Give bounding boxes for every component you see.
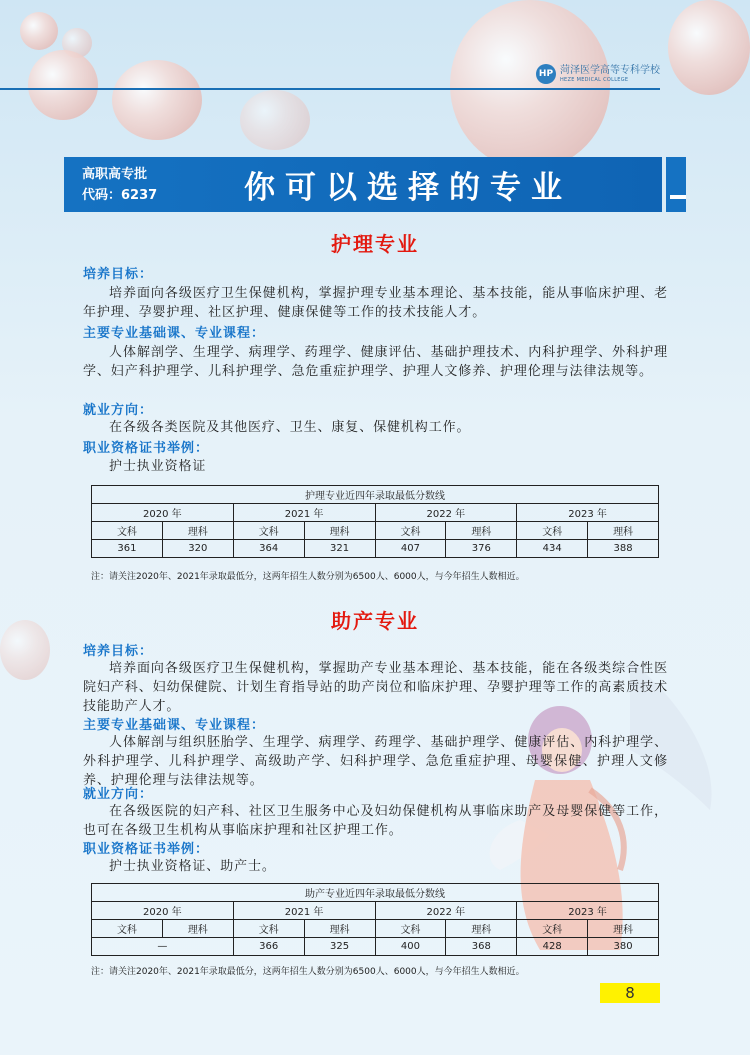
score-cell: 325 — [304, 938, 375, 956]
score-table-nursing — [91, 485, 659, 558]
subject-header: 文科 — [375, 920, 446, 938]
score-cell: 361 — [92, 540, 163, 558]
cert-heading: 职业资格证书举例： — [83, 441, 210, 456]
school-emblem-icon: HP — [536, 64, 556, 84]
goal-text: 培养面向各级医疗卫生保健机构，掌握护理专业基本理论、基本技能，能从事临床护理、老年护理、孕婴护理、社区护理、健康保健等工作的技术技能人才。 — [83, 286, 668, 320]
score-cell: 400 — [375, 938, 446, 956]
score-cell: 428 — [517, 938, 588, 956]
score-cell: — — [92, 938, 234, 956]
course-text: 人体解剖与组织胚胎学、生理学、病理学、药理学、基础护理学、健康评估、内科护理学、外科护理学、儿科护理学、高级助产学、妇科护理学、急危重症护理、母婴保健、护理人文修养、护理伦理与法律法规等。 — [83, 735, 668, 788]
goal-text: 培养面向各级医疗卫生保健机构，掌握助产专业基本理论、基本技能，能在各级类综合性医院妇产科、妇幼保健院、计划生育指导站的助产岗位和临床护理、孕婴护理等工作的高素质技术技能助产人才。 — [83, 661, 668, 714]
cert-text: 护士执业资格证、助产士。 — [109, 859, 276, 874]
subject-header: 文科 — [517, 920, 588, 938]
goal-heading: 培养目标： — [83, 644, 154, 659]
subject-header: 文科 — [92, 522, 163, 540]
batch-code: 代码：6237 — [82, 187, 158, 203]
subject-header: 理科 — [162, 920, 233, 938]
score-table-midwifery — [91, 883, 659, 956]
major-title-midwifery: 助产专业 — [331, 609, 419, 633]
course-heading: 主要专业基础课、专业课程： — [83, 326, 266, 341]
year-header: 2023 年 — [517, 504, 659, 522]
score-cell: 388 — [588, 540, 659, 558]
score-cell: 380 — [588, 938, 659, 956]
subject-header: 文科 — [517, 522, 588, 540]
table-note: 注：请关注2020年、2021年录取最低分，这两年招生人数分别为6500人、6000人，与今年招生人数相近。 — [91, 572, 525, 582]
subject-header: 文科 — [92, 920, 163, 938]
subject-header: 理科 — [304, 522, 375, 540]
job-text: 在各级各类医院及其他医疗、卫生、康复、保健机构工作。 — [109, 420, 471, 435]
decor-bubble — [28, 50, 98, 120]
page-banner — [64, 157, 662, 212]
course-text: 人体解剖学、生理学、病理学、药理学、健康评估、基础护理技术、内科护理学、外科护理学、妇产科护理学、儿科护理学、急危重症护理学、护理人文修养、护理伦理与法律法规等。 — [83, 345, 668, 379]
table-caption: 助产专业近四年录取最低分数线 — [92, 884, 659, 902]
major-title-nursing: 护理专业 — [331, 232, 419, 256]
cert-text: 护士执业资格证 — [109, 459, 207, 474]
decor-bubble — [668, 0, 750, 95]
job-heading: 就业方向： — [83, 787, 154, 802]
year-header: 2022 年 — [375, 504, 517, 522]
decor-bubble — [240, 90, 310, 150]
page-number: 8 — [600, 983, 660, 1003]
subject-header: 理科 — [446, 920, 517, 938]
score-cell: 321 — [304, 540, 375, 558]
subject-header: 文科 — [233, 920, 304, 938]
school-logo — [536, 64, 660, 84]
decor-bubble — [112, 60, 202, 140]
score-cell: 407 — [375, 540, 446, 558]
year-header: 2022 年 — [375, 902, 517, 920]
subject-header: 理科 — [162, 522, 233, 540]
header-rule — [0, 88, 660, 90]
subject-header: 理科 — [588, 522, 659, 540]
subject-header: 理科 — [304, 920, 375, 938]
subject-header: 文科 — [233, 522, 304, 540]
year-header: 2023 年 — [517, 902, 659, 920]
year-header: 2020 年 — [92, 504, 234, 522]
table-caption: 护理专业近四年录取最低分数线 — [92, 486, 659, 504]
score-cell: 366 — [233, 938, 304, 956]
page-title: 你可以选择的专业 — [244, 170, 572, 206]
job-text: 在各级医院的妇产科、社区卫生服务中心及妇幼保健机构从事临床助产及母婴保健等工作，也可在各级卫生机构从事临床护理和社区护理工作。 — [83, 804, 668, 838]
subject-header: 文科 — [375, 522, 446, 540]
score-cell: 434 — [517, 540, 588, 558]
goal-heading: 培养目标： — [83, 267, 154, 282]
banner-tab-mark — [670, 195, 686, 199]
subject-header: 理科 — [588, 920, 659, 938]
decor-bubble — [20, 12, 58, 50]
subject-header: 理科 — [446, 522, 517, 540]
course-heading: 主要专业基础课、专业课程： — [83, 718, 266, 733]
score-cell: 368 — [446, 938, 517, 956]
cert-heading: 职业资格证书举例： — [83, 842, 210, 857]
batch-label: 高职高专批 — [82, 166, 148, 182]
year-header: 2021 年 — [233, 504, 375, 522]
score-cell: 364 — [233, 540, 304, 558]
decor-bubble — [450, 0, 610, 170]
year-header: 2020 年 — [92, 902, 234, 920]
table-note: 注：请关注2020年、2021年录取最低分，这两年招生人数分别为6500人、6000人，与今年招生人数相近。 — [91, 967, 525, 977]
score-cell: 376 — [446, 540, 517, 558]
year-header: 2021 年 — [233, 902, 375, 920]
banner-tab — [666, 157, 686, 212]
school-name-en: HEZE MEDICAL COLLEGE — [560, 76, 629, 83]
score-cell: 320 — [162, 540, 233, 558]
job-heading: 就业方向： — [83, 403, 154, 418]
school-name: 菏泽医学高等专科学校 — [560, 64, 660, 76]
